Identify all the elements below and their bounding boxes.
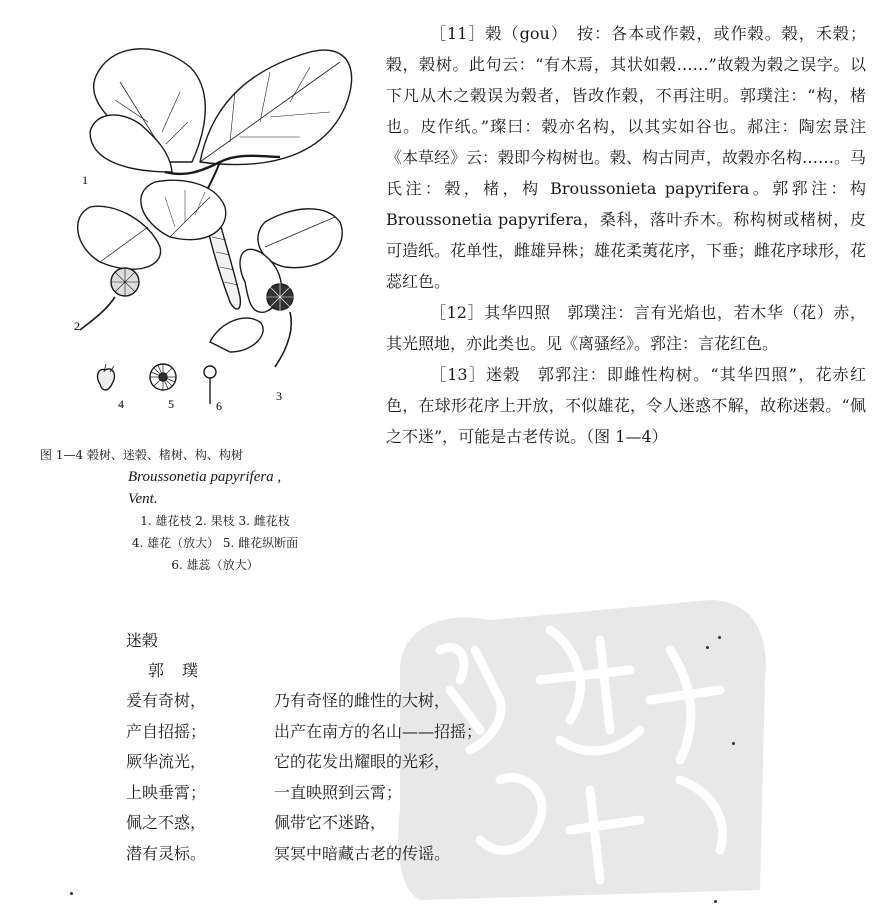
poem-translation-text: 乃有奇怪的雌性的大树， (274, 691, 451, 710)
poem-line (126, 839, 482, 870)
poem-original-text: 佩之不惑， (126, 813, 207, 832)
figure-label-5: 5 (168, 397, 174, 411)
poem-translation-text: 它的花发出耀眼的光彩， (274, 752, 451, 771)
poem-original-text: 潜有灵标。 (126, 843, 207, 863)
figure-label-4: 4 (118, 397, 124, 411)
scan-speck (70, 892, 73, 895)
figure-label-2: 2 (74, 319, 80, 333)
poem-line (126, 686, 482, 717)
poem-translation-text: 一直映照到云霄； (274, 782, 403, 802)
annotation-notes (386, 18, 866, 452)
botanical-illustration (60, 12, 380, 412)
poem-translation-text: 冥冥中暗藏古老的传谣。 (274, 843, 451, 863)
paper-mulberry-drawing (60, 12, 380, 412)
figure-label-1: 1 (82, 173, 88, 187)
poem-original-text: 上映垂霄； (126, 782, 207, 802)
scan-speck (718, 636, 721, 639)
note-11: ［11］榖（gou） 按：各本或作榖，或作榖。榖，禾榖；榖，榖树。此句云：“有木焉，其状如榖……”故榖为榖之误字。以下凡从木之榖误为榖者，皆改作榖，不再注明。郭璞注：“构，楮也。皮作纸。”璨曰：榖亦名构，以其实如谷也。郝注：陶宏景注《本草经》云：榖即今构树也。榖、构古同声，故榖亦名构……。马氏注：榖，楮，构 Broussonieta papyrifera。郭郛注：构 Broussonetia papyrifera，桑科，落叶乔木。称构树或楮树，皮可造纸。花单性，雌雄异株；雄花柔荑花序，下垂；雌花序球形，花蕊红色。 (386, 24, 867, 291)
caption-legend-line-1: 1. 雄花枝 2. 果枝 3. 雌花枝 (140, 514, 290, 528)
poem-line (126, 717, 482, 748)
caption-latin-authority: Vent. (128, 491, 158, 507)
caption-title: 图 1—4 榖树、迷榖、楮树、构、构树 (40, 448, 243, 462)
poem-line (126, 808, 482, 839)
scan-speck (714, 900, 717, 903)
poem-original-text: 厥华流光， (126, 752, 207, 771)
poem-original-text: 产自招摇； (126, 721, 207, 741)
scan-speck (706, 646, 709, 649)
poem-translation-text: 佩带它不迷路， (274, 813, 387, 832)
figure-caption (40, 444, 390, 576)
scan-speck (732, 742, 735, 745)
figure-label-6: 6 (216, 399, 222, 412)
note-13: ［13］迷榖 郭郛注：即雌性构树。“其华四照”，花赤红色，在球形花序上开放，不似雄花，令人迷惑不解，故称迷榖。“佩之不迷”，可能是古老传说。（图 1—4） (386, 365, 866, 446)
poem-translation-text: 出产在南方的名山——招摇； (274, 721, 483, 741)
poem-author: 郭璞 (148, 661, 217, 680)
poem-original-text: 爰有奇树， (126, 691, 207, 710)
note-12: ［12］其华四照 郭璞注：言有光焰也，若木华（花）赤，其光照地，亦此类也。见《离骚经》。郛注：言花红色。 (386, 303, 866, 353)
poem-title: 迷榖 (126, 631, 159, 650)
poem-line (126, 778, 482, 809)
caption-latin-name: Broussonetia papyrifera , (128, 469, 282, 485)
caption-legend-line-3: 6. 雄蕊（放大） (171, 558, 259, 572)
poem-section (126, 626, 482, 869)
figure-label-3: 3 (276, 389, 282, 403)
poem-line (126, 747, 482, 778)
caption-legend-line-2: 4. 雄花（放大） 5. 雌花纵断面 (131, 536, 299, 550)
